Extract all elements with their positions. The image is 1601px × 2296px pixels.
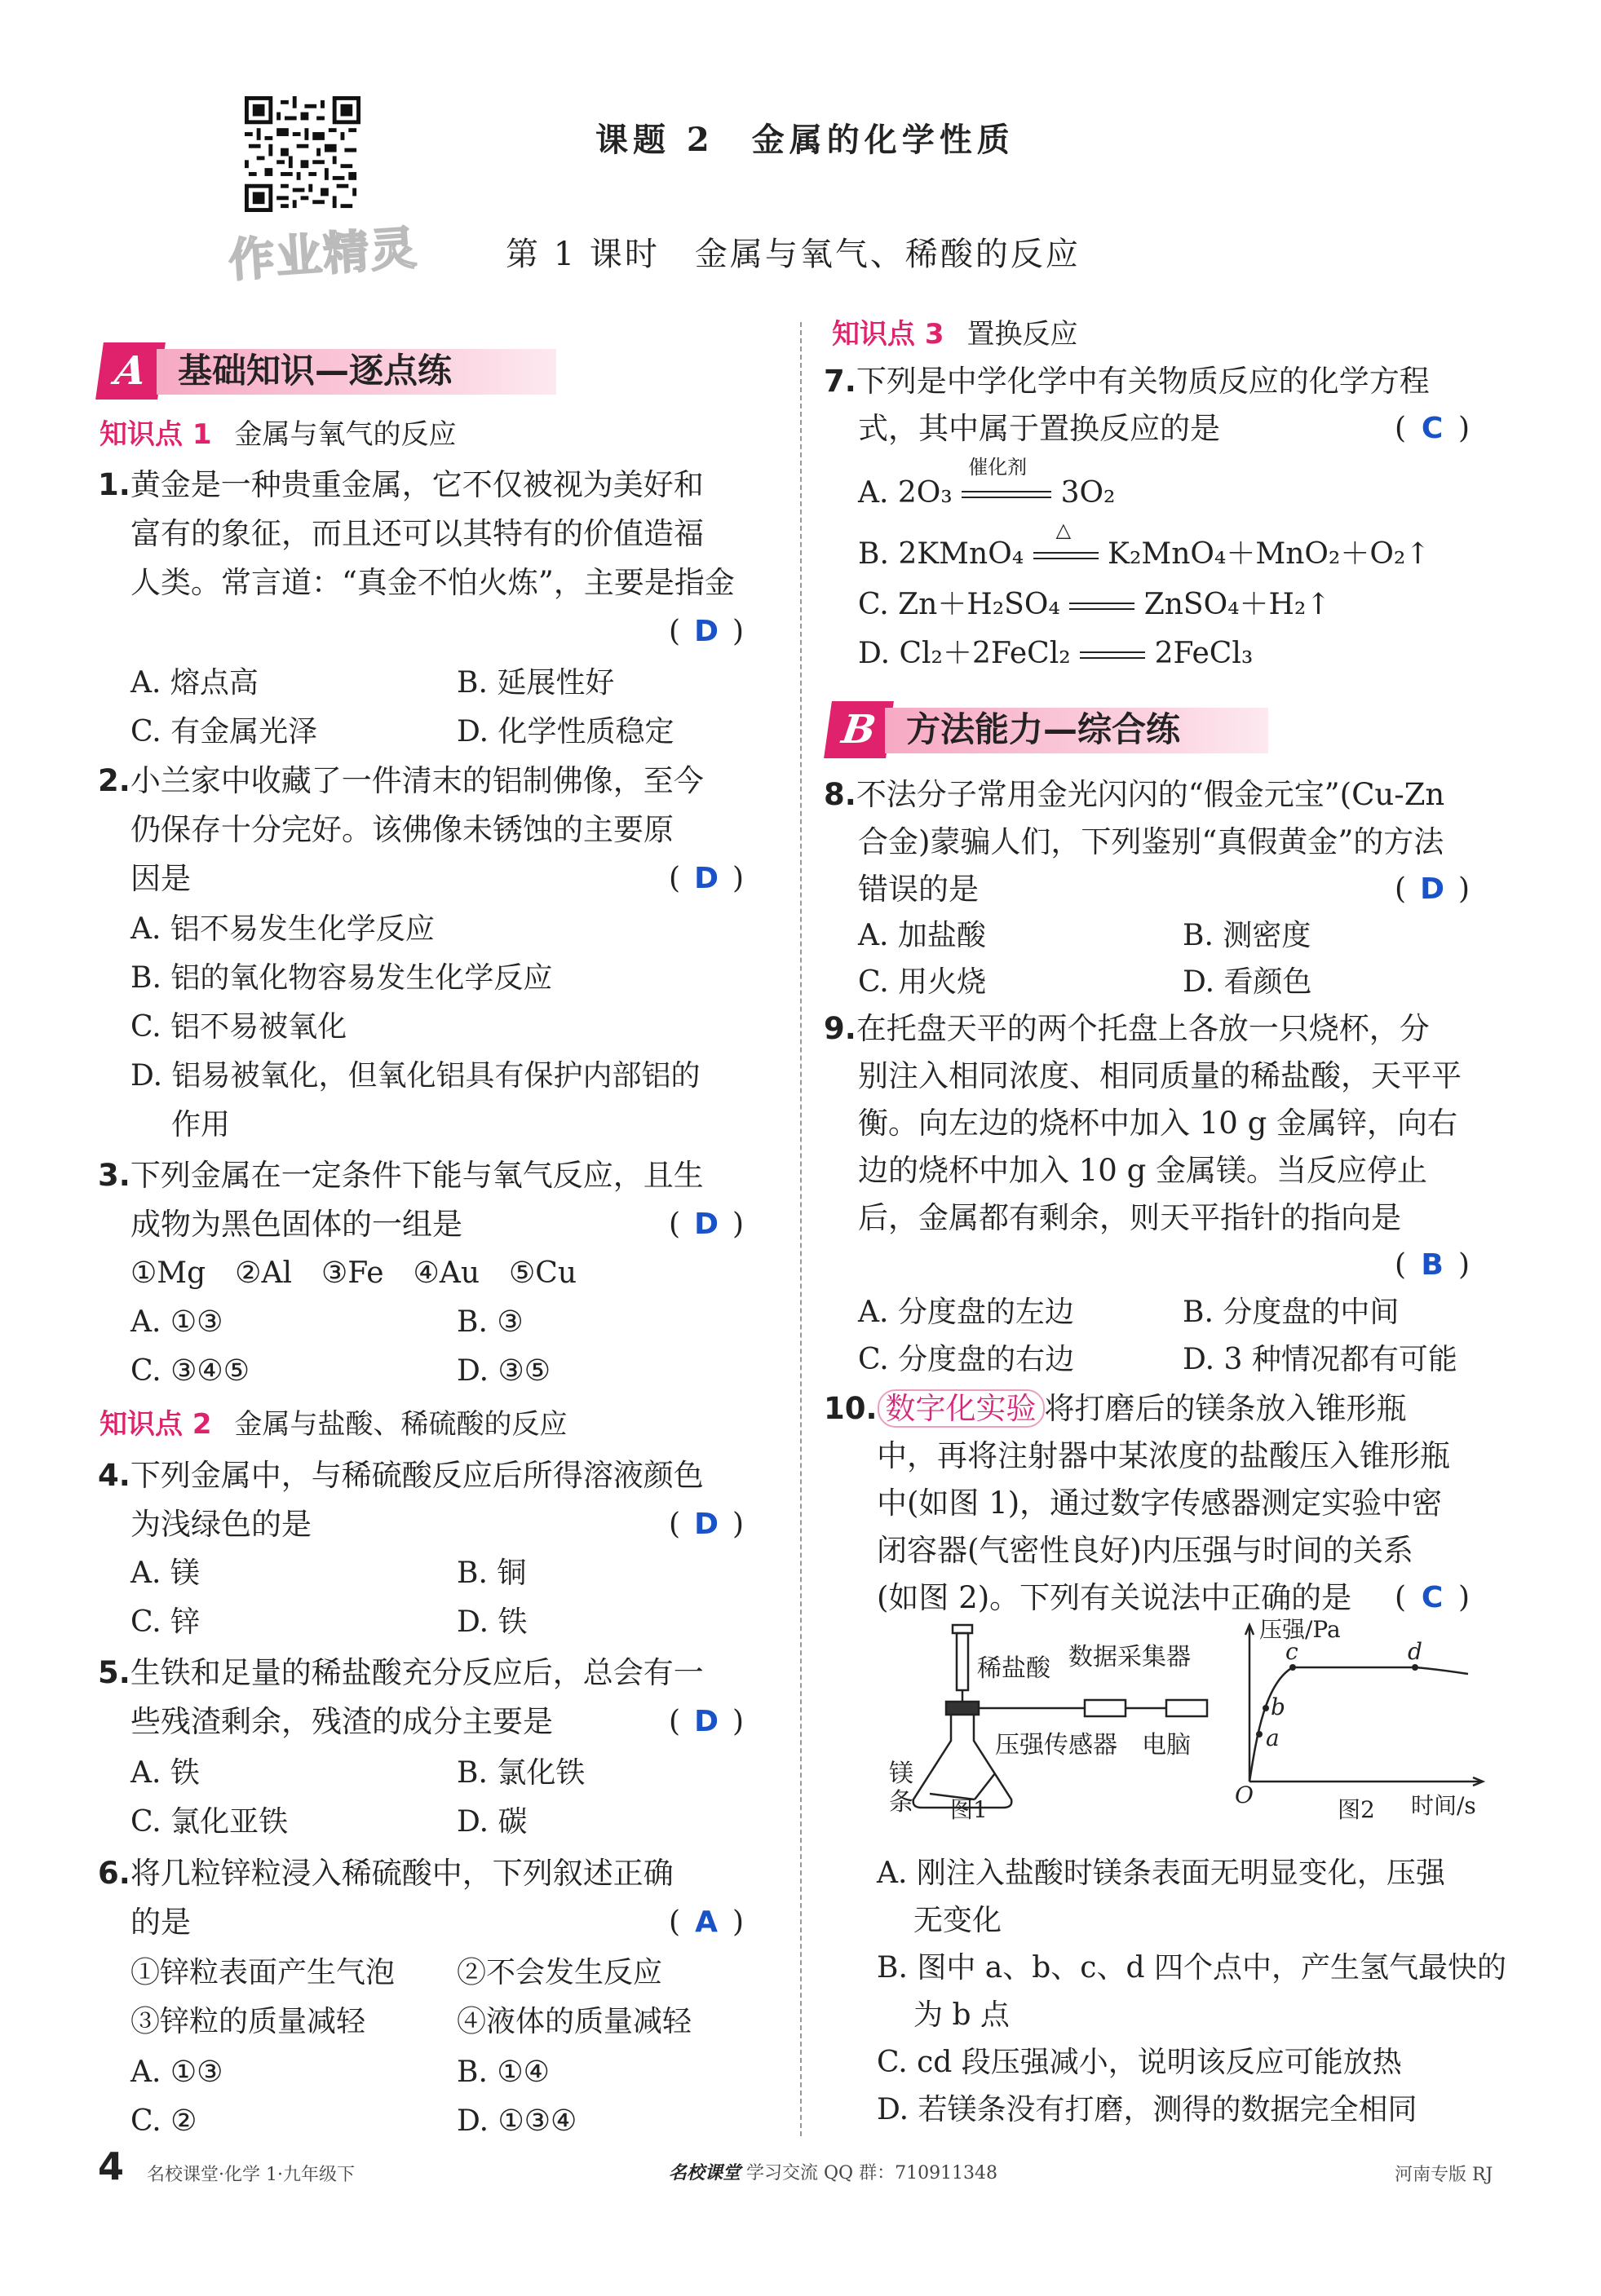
option: C. 分度盘的右边 [858,1343,1075,1376]
label-mg-strip-2: 条 [889,1788,913,1817]
option: B. ③ [457,1305,524,1339]
option: A. 熔点高 [130,666,259,700]
option: B. 图中 a、b、c、d 四个点中，产生氢气最快的 [877,1951,1506,1985]
answer-7: ( C ) [1395,412,1471,445]
qr-code [245,96,360,212]
point-d [1412,1664,1418,1671]
option: A. 铁 [130,1756,200,1790]
point-b [1263,1705,1269,1711]
option: A. 加盐酸 [858,919,986,952]
statement: ②不会发生反应 [457,1956,663,1989]
option: D. 化学性质稳定 [457,715,674,748]
footer-center: 名校课堂 学习交流 QQ 群：710911348 [669,2162,998,2183]
section-b-title: 方法能力—综合练 [906,709,1181,749]
question-9: 9.在托盘天平的两个托盘上各放一只烧杯，分 [824,1011,1430,1046]
option: B. ①④ [457,2055,550,2089]
option: D. 铁 [457,1605,528,1639]
answer-5: ( D ) [669,1705,745,1738]
knowledge-point-3: 知识点 3 置换反应 [832,318,1078,351]
section-a-badge: A [95,342,166,400]
option: D. 若镁条没有打磨，测得的数据完全相同 [877,2093,1417,2126]
question-5-line: 些残渣剩余，残渣的成分主要是 [130,1704,553,1739]
question-7-line: 式，其中属于置换反应的是 [858,411,1220,446]
point-a [1256,1731,1263,1737]
section-b-badge: B [824,701,894,758]
column-divider [800,322,802,2136]
brand-logo: 名校课堂 [669,2162,741,2183]
option-c-equation: C. Zn＋H₂SO₄ ZnSO₄＋H₂↑ [858,588,1331,621]
heat-symbol: △ [1055,519,1072,541]
option: A. ①③ [130,1305,223,1339]
x-axis-label: 时间/s [1411,1792,1476,1819]
option: C. 铝不易被氧化 [130,1010,347,1044]
question-3-line: 成物为黑色固体的一组是 [130,1207,462,1242]
question-2-line: 因是 [130,861,191,896]
option: C. 锌 [130,1605,201,1639]
knowledge-point-1: 知识点 1 金属与氧气的反应 [100,418,457,451]
lesson-title: 第 1 课时 金属与氧气、稀酸的反应 [506,236,1081,273]
answer-1: ( D ) [669,615,745,648]
section-a-title: 基础知识—逐点练 [178,351,453,391]
label-computer: 电脑 [1142,1731,1191,1760]
option: A. ①③ [130,2055,223,2089]
label-acid: 稀盐酸 [977,1654,1050,1683]
point-a-label: a [1266,1724,1280,1751]
option: D. 铝易被氧化，但氧化铝具有保护内部铝的 [130,1059,701,1093]
answer-6: ( A ) [669,1905,745,1939]
option: A. 镁 [130,1556,200,1590]
option: B. 氯化铁 [457,1756,586,1790]
option: C. cd 段压强减小，说明该反应可能放热 [877,2046,1402,2079]
figure-1-apparatus [881,1618,1223,1823]
option: C. 氯化亚铁 [130,1805,289,1839]
question-8-line: 合金)蒙骗人们，下列鉴别“真假黄金”的方法 [858,824,1444,859]
question-10-line: 中，再将注射器中某浓度的盐酸压入锥形瓶 [877,1438,1450,1473]
point-b-label: b [1271,1693,1285,1720]
option: B. 分度盘的中间 [1183,1296,1400,1329]
point-d-label: d [1408,1638,1422,1665]
footer-right: 河南专版 RJ [1395,2165,1493,2185]
answer-9: ( B ) [1395,1248,1471,1282]
option: C. 用火烧 [858,965,987,999]
digital-experiment-tag: 数字化实验 [878,1389,1045,1428]
catalyst-label: 催化剂 [968,456,1028,479]
figure-2-graph [1232,1616,1493,1823]
option: 为 b 点 [913,1998,1010,2032]
question-9-line: 边的烧杯中加入 10 g 金属镁。当反应停止 [858,1153,1428,1188]
question-2-line: 仍保存十分完好。该佛像未锈蚀的主要原 [130,812,674,847]
topic-title: 课题 2 金属的化学性质 [595,121,1015,159]
question-6-line: 的是 [130,1905,191,1940]
question-2: 2.小兰家中收藏了一件清末的铝制佛像，至今 [98,763,704,798]
option: D. ①③④ [457,2104,577,2138]
option-b-equation: B. 2KMnO₄ △ K₂MnO₄＋MnO₂＋O₂↑ [858,519,1431,571]
qr-code-icon [245,96,360,212]
point-c-label: c [1285,1638,1298,1665]
label-mg-strip-1: 镁 [889,1760,913,1788]
option: D. ③⑤ [457,1354,551,1388]
statement: ①锌粒表面产生气泡 [130,1956,396,1989]
question-4-line: 为浅绿色的是 [130,1507,312,1542]
question-3-items: ①Mg ②Al ③Fe ④Au ⑤Cu [130,1256,577,1290]
option: D. 看颜色 [1183,965,1312,999]
question-9-line: 后，金属都有剩余，则天平指针的指向是 [858,1200,1401,1235]
question-10: 10. 数字化实验 将打磨后的镁条放入锥形瓶 [824,1391,1407,1426]
question-6: 6.将几粒锌粒浸入稀硫酸中，下列叙述正确 [98,1856,674,1891]
question-10-line: (如图 2)。下列有关说法中正确的是 [877,1580,1352,1615]
question-5: 5.生铁和足量的稀盐酸充分反应后，总会有一 [98,1655,704,1690]
option: 作用 [171,1108,231,1141]
option: C. ② [130,2104,197,2138]
origin-label: O [1235,1782,1254,1808]
option: A. 铝不易发生化学反应 [130,912,435,946]
answer-3: ( D ) [669,1208,745,1241]
option: C. 有金属光泽 [130,715,318,748]
section-a-header [100,342,556,400]
option: 无变化 [913,1904,1002,1937]
option: B. 延展性好 [457,666,615,700]
question-10-line: 中(如图 1)，通过数字传感器测定实验中密 [877,1486,1443,1521]
knowledge-point-2: 知识点 2 金属与盐酸、稀硫酸的反应 [100,1408,568,1441]
answer-4: ( D ) [669,1508,745,1541]
question-4: 4.下列金属中，与稀硫酸反应后所得溶液颜色 [98,1458,704,1493]
option-d-equation: D. Cl₂＋2FeCl₂ 2FeCl₃ [858,637,1254,670]
option-a-equation: A. 2O₃ 催化剂 3O₂ [858,456,1116,510]
question-10-line: 闭容器(气密性良好)内压强与时间的关系 [877,1533,1413,1568]
figure-1-caption: 图1 [950,1796,988,1823]
question-7: 7.下列是中学化学中有关物质反应的化学方程 [824,364,1430,399]
answer-10: ( C ) [1395,1581,1471,1614]
statement: ④液体的质量减轻 [457,2005,692,2038]
question-8: 8.不法分子常用金光闪闪的“假金元宝”(Cu-Zn [824,777,1445,812]
question-3: 3.下列金属在一定条件下能与氧气反应，且生 [98,1158,704,1193]
question-1-line: 富有的象征，而且还可以其特有的价值造福 [130,516,704,551]
label-collector: 数据采集器 [1068,1643,1191,1671]
option: A. 分度盘的左边 [858,1296,1074,1329]
option: B. 铝的氧化物容易发生化学反应 [130,961,553,995]
answer-2: ( D ) [669,862,745,895]
question-9-line: 别注入相同浓度、相同质量的稀盐酸，天平平 [858,1058,1462,1093]
option: A. 刚注入盐酸时镁条表面无明显变化，压强 [877,1857,1445,1890]
option: B. 铜 [457,1556,527,1590]
option: D. 碳 [457,1805,528,1839]
question-1-line: 人类。常言道：“真金不怕火炼”，主要是指金 [130,565,735,600]
question-9-line: 衡。向左边的烧杯中加入 10 g 金属锌，向右 [858,1106,1458,1141]
watermark: 作业精灵 [227,221,420,289]
label-sensor: 压强传感器 [995,1731,1117,1760]
option: B. 测密度 [1183,919,1311,952]
figure-2-caption: 图2 [1338,1796,1375,1823]
statement: ③锌粒的质量减轻 [130,2005,366,2038]
y-axis-label: 压强/Pa [1259,1616,1341,1643]
footer-left: 名校课堂·化学 1·九年级下 [147,2165,355,2185]
page-number: 4 [98,2144,125,2188]
option: D. 3 种情况都有可能 [1183,1343,1457,1376]
question-8-line: 错误的是 [858,872,979,907]
option: C. ③④⑤ [130,1354,250,1388]
point-c [1289,1664,1296,1671]
answer-8: ( D ) [1395,872,1471,906]
section-b-header [828,701,1268,758]
question-1: 1.黄金是一种贵重金属，它不仅被视为美好和 [98,467,704,502]
